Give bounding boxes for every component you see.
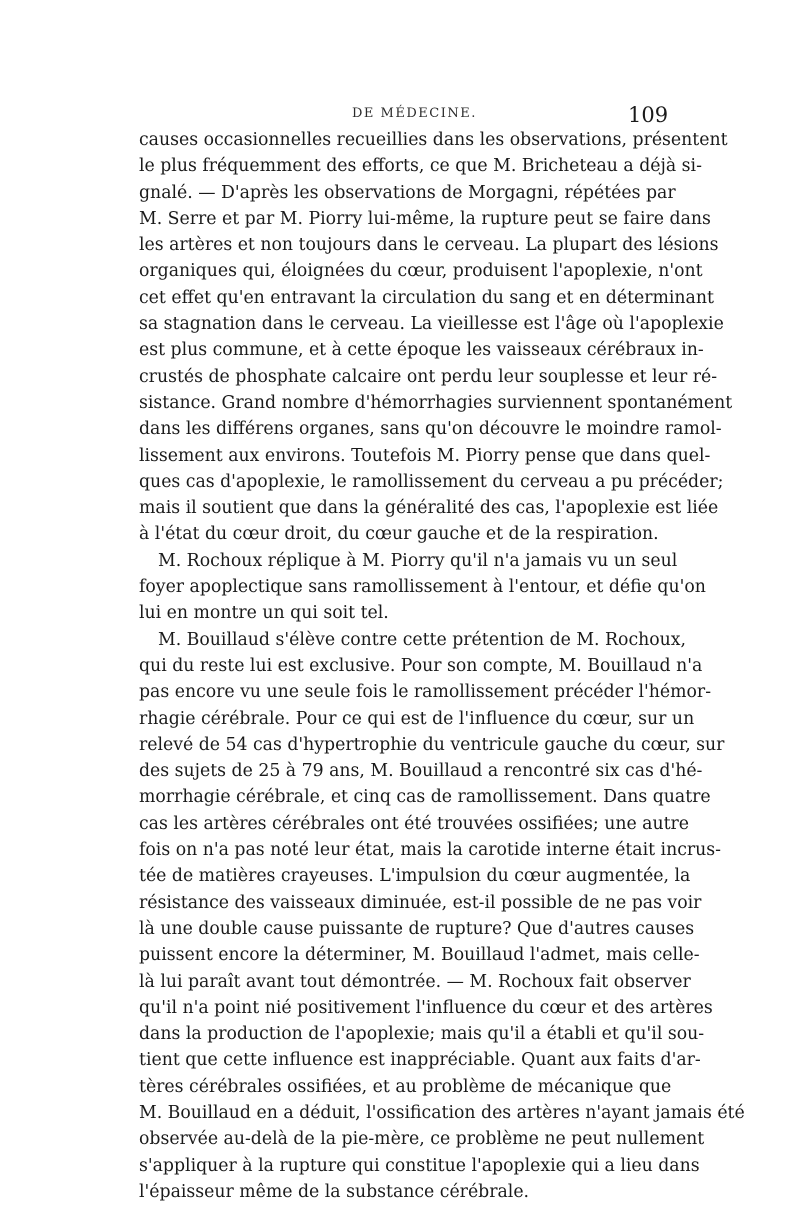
text-line: M. Bouillaud s'élève contre cette prétention de M. Rochoux,	[158, 629, 687, 650]
text-line: foyer apoplectique sans ramollissement à l'entour, et défie qu'on	[139, 577, 706, 598]
text-line: rhagie cérébrale. Pour ce qui est de l'influence du cœur, sur un	[139, 708, 695, 729]
text-line: dans les différens organes, sans qu'on découvre le moindre ramol-	[139, 419, 722, 440]
text-line: mais il soutient que dans la généralité des cas, l'apoplexie est liée	[139, 498, 719, 519]
text-line: morrhagie cérébrale, et cinq cas de ramollissement. Dans quatre	[139, 787, 711, 808]
text-line: qu'il n'a point nié positivement l'influence du cœur et des artères	[139, 997, 713, 1018]
text-line: là lui paraît avant tout démontrée. — M. Rochoux fait observer	[139, 971, 691, 992]
text-line: tient que cette influence est inappréciable. Quant aux faits d'ar-	[139, 1050, 701, 1071]
text-line: lui en montre un qui soit tel.	[139, 603, 389, 624]
text-line: crustés de phosphate calcaire ont perdu leur souplesse et leur ré-	[139, 366, 718, 387]
text-line: dans la production de l'apoplexie; mais qu'il a établi et qu'il sou-	[139, 1024, 705, 1045]
text-line: tères cérébrales ossifiées, et au problème de mécanique que	[139, 1076, 672, 1097]
text-line: tée de matières crayeuses. L'impulsion du cœur augmentée, la	[139, 866, 691, 887]
paragraph	[139, 548, 706, 627]
text-line: à l'état du cœur droit, du cœur gauche et de la respiration.	[139, 524, 659, 545]
running-title: DE MÉDECINE.	[352, 106, 477, 121]
text-line: s'appliquer à la rupture qui constitue l'apoplexie qui a lieu dans	[139, 1155, 700, 1176]
text-line: l'épaisseur même de la substance cérébrale.	[139, 1181, 530, 1202]
text-line: causes occasionnelles recueillies dans les observations, présentent	[139, 130, 728, 150]
text-line: lissement aux environs. Toutefois M. Piorry pense que dans quel-	[139, 445, 711, 466]
text-line: pas encore vu une seule fois le ramollissement précéder l'hémor-	[139, 682, 712, 703]
text-line: cet effet qu'en entravant la circulation du sang et en déterminant	[139, 287, 714, 308]
text-line: ques cas d'apoplexie, le ramollissement du cerveau a pu précéder;	[139, 471, 724, 492]
text-line: M. Serre et par M. Piorry lui-même, la rupture peut se faire dans	[139, 208, 711, 229]
text-line: des sujets de 25 à 79 ans, M. Bouillaud a rencontré six cas d'hé-	[139, 761, 703, 782]
text-line: puissent encore la déterminer, M. Bouillaud l'admet, mais celle-	[139, 945, 700, 966]
text-line: M. Bouillaud en a déduit, l'ossification des artères n'ayant jamais été	[139, 1102, 745, 1123]
text-line: fois on n'a pas noté leur état, mais la carotide interne était incrus-	[139, 840, 721, 861]
text-line: le plus fréquemment des efforts, ce que M. Bricheteau a déjà si-	[139, 156, 702, 177]
text-line: les artères et non toujours dans le cerveau. La plupart des lésions	[139, 235, 719, 256]
text-line: observée au-delà de la pie-mère, ce problème ne peut nullement	[139, 1129, 705, 1150]
page-number: 109	[628, 103, 669, 127]
text-line: est plus commune, et à cette époque les vaisseaux cérébraux in-	[139, 340, 704, 361]
body-text	[139, 127, 745, 1205]
text-line: sa stagnation dans le cerveau. La vieillesse est l'âge où l'apoplexie	[139, 314, 724, 335]
text-line: sistance. Grand nombre d'hémorrhagies surviennent spontanément	[139, 392, 733, 413]
text-line: là une double cause puissante de rupture? Que d'autres causes	[139, 918, 695, 939]
paragraph	[139, 627, 745, 1206]
paragraph	[139, 127, 733, 548]
text-line: organiques qui, éloignées du cœur, produisent l'apoplexie, n'ont	[139, 261, 703, 282]
text-line: gnalé. — D'après les observations de Morgagni, répétées par	[139, 182, 676, 203]
text-line: relevé de 54 cas d'hypertrophie du ventricule gauche du cœur, sur	[139, 734, 725, 755]
text-line: qui du reste lui est exclusive. Pour son compte, M. Bouillaud n'a	[139, 655, 703, 676]
text-line: cas les artères cérébrales ont été trouvées ossifiées; une autre	[139, 813, 690, 834]
text-line: M. Rochoux réplique à M. Piorry qu'il n'a jamais vu un seul	[158, 550, 678, 571]
text-line: résistance des vaisseaux diminuée, est-il possible de ne pas voir	[139, 892, 702, 913]
